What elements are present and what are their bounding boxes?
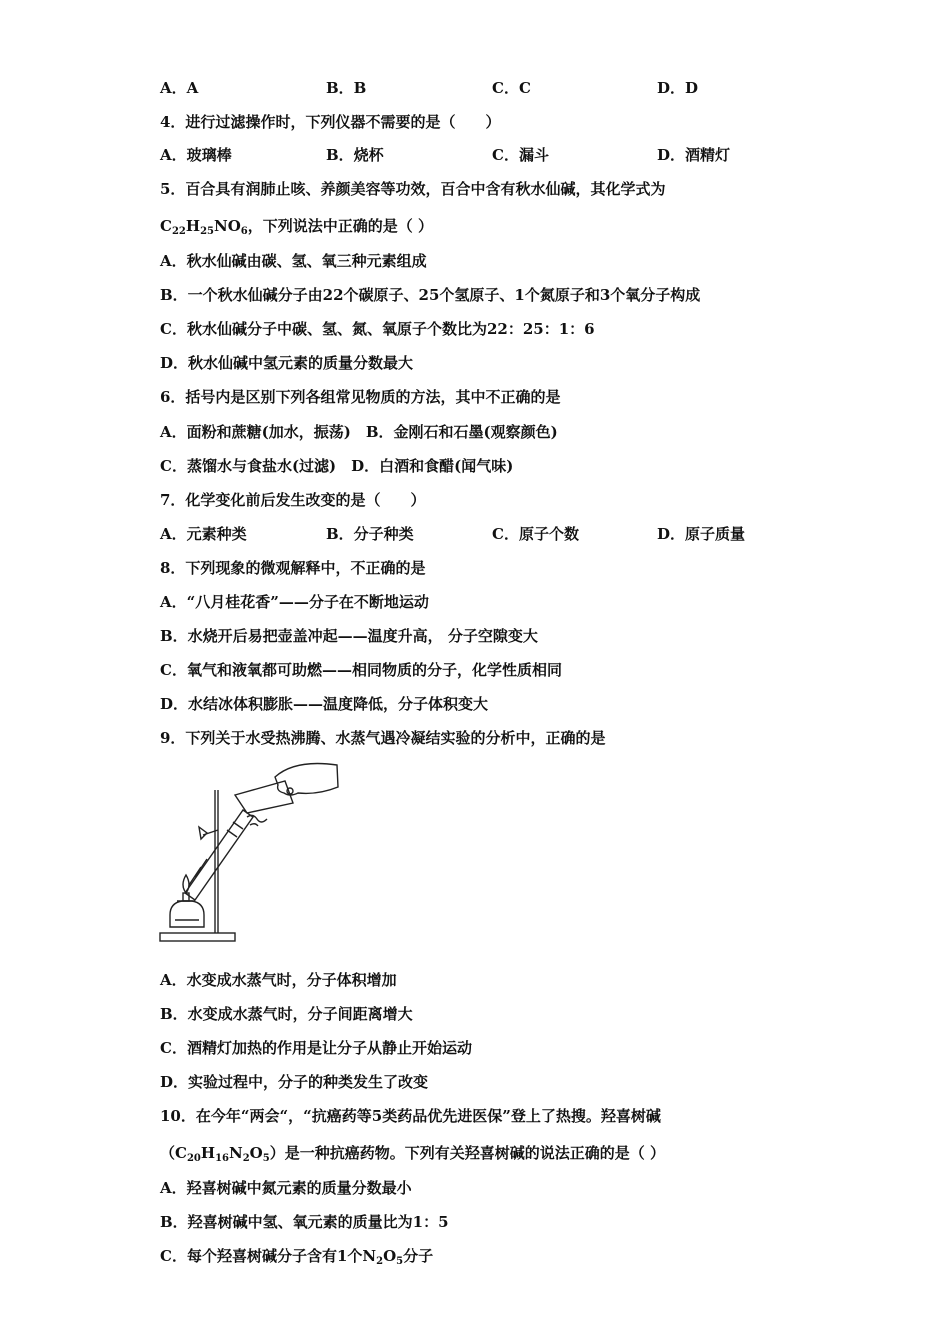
q10-paren-c: （C	[160, 1144, 187, 1162]
q10-option-c-n-sub: 2	[376, 1256, 384, 1267]
q4-option-d: D．酒精灯	[657, 146, 731, 164]
q3-option-a: A．A	[160, 79, 199, 97]
q7-option-a: A．元素种类	[160, 525, 247, 543]
q5-option-c: C．秋水仙碱分子中碳、氢、氮、氧原子个数比为22：25：1：6	[160, 320, 595, 338]
q10-n: N	[228, 1144, 243, 1162]
q8-stem: 8．下列现象的微观解释中，不正确的是	[160, 559, 426, 577]
q10-option-c-o: O	[383, 1247, 397, 1265]
q5-stem-tail: ，下列说法中正确的是（ ）	[247, 217, 433, 235]
q10-o-sub: 5	[262, 1153, 270, 1164]
q3-option-b: B．B	[326, 79, 367, 97]
q5-formula-line	[160, 216, 433, 236]
q10-stem: 10．在今年“两会“，“抗癌药等5类药品优先进医保”登上了热搜。羟喜树碱	[160, 1107, 661, 1125]
test-tube	[185, 810, 253, 900]
q10-option-b: B．羟喜树碱中氢、氧元素的质量比为1：5	[160, 1213, 449, 1231]
q9-stem: 9．下列关于水受热沸腾、水蒸气遇冷凝结实验的分析中，正确的是	[160, 729, 606, 747]
q10-option-c-post: 分子	[403, 1247, 434, 1265]
q5-formula-h-sub: 25	[200, 226, 214, 237]
hand	[275, 764, 338, 796]
glass-plate	[235, 781, 293, 813]
q4-option-a: A．玻璃棒	[160, 146, 232, 164]
q8-option-c: C．氧气和液氧都可助燃——相同物质的分子，化学性质相同	[160, 661, 562, 679]
q10-option-a: A．羟喜树碱中氮元素的质量分数最小	[160, 1179, 412, 1197]
q10-option-c-o-sub: 5	[396, 1256, 404, 1267]
q5-formula-no: NO	[213, 217, 241, 235]
q10-formula-line	[160, 1143, 665, 1163]
q7-stem: 7．化学变化前后发生改变的是（ ）	[160, 491, 426, 509]
q6-options-ab: A．面粉和蔗糖(加水，振荡) B．金刚石和石墨(观察颜色)	[160, 423, 558, 441]
q10-o: O	[249, 1144, 263, 1162]
q8-option-b: B．水烧开后易把壶盖冲起——温度升高， 分子空隙变大	[160, 627, 538, 645]
q10-stem-tail: ）是一种抗癌药物。下列有关羟喜树碱的说法正确的是（ ）	[269, 1144, 665, 1162]
stand-base	[160, 933, 235, 941]
q5-formula-c: C	[160, 217, 172, 235]
q4-option-c: C．漏斗	[492, 146, 549, 164]
q9-option-b: B．水变成水蒸气时，分子间距离增大	[160, 1005, 413, 1023]
q9-option-d: D．实验过程中，分子的种类发生了改变	[160, 1073, 429, 1091]
q10-c-sub: 20	[186, 1153, 201, 1164]
q5-formula-h: H	[185, 217, 201, 235]
q9-option-a: A．水变成水蒸气时，分子体积增加	[160, 971, 397, 989]
q10-option-c	[160, 1246, 433, 1266]
experiment-apparatus-figure	[155, 755, 345, 950]
q5-option-d: D．秋水仙碱中氢元素的质量分数最大	[160, 354, 414, 372]
q10-h: H	[200, 1144, 216, 1162]
q4-option-b: B．烧杯	[326, 146, 384, 164]
flame	[183, 875, 189, 893]
q5-formula-o-sub: 6	[240, 226, 248, 237]
q8-option-d: D．水结冰体积膨胀——温度降低，分子体积变大	[160, 695, 489, 713]
q4-stem: 4．进行过滤操作时，下列仪器不需要的是（ ）	[160, 113, 501, 131]
alcohol-lamp	[170, 901, 204, 927]
q10-h-sub: 16	[215, 1153, 229, 1164]
q6-options-cd: C．蒸馏水与食盐水(过滤) D．白酒和食醋(闻气味)	[160, 457, 514, 475]
q5-formula-c-sub: 22	[171, 226, 186, 237]
q5-option-a: A．秋水仙碱由碳、氢、氧三种元素组成	[160, 252, 427, 270]
q5-option-b: B．一个秋水仙碱分子由22个碳原子、25个氢原子、1个氮原子和3个氧分子构成	[160, 286, 701, 304]
q7-option-c: C．原子个数	[492, 525, 579, 543]
q7-option-d: D．原子质量	[657, 525, 746, 543]
q5-stem: 5．百合具有润肺止咳、养颜美容等功效，百合中含有秋水仙碱，其化学式为	[160, 180, 666, 198]
q10-n-sub: 2	[242, 1153, 250, 1164]
q10-option-c-pre: C．每个羟喜树碱分子含有1个N	[160, 1247, 377, 1265]
q3-option-d: D．D	[657, 79, 699, 97]
q8-option-a: A．“八月桂花香”——分子在不断地运动	[160, 593, 429, 611]
q6-stem: 6．括号内是区别下列各组常见物质的方法，其中不正确的是	[160, 388, 561, 406]
q7-option-b: B．分子种类	[326, 525, 414, 543]
q9-option-c: C．酒精灯加热的作用是让分子从静止开始运动	[160, 1039, 472, 1057]
q3-option-c: C．C	[492, 79, 531, 97]
